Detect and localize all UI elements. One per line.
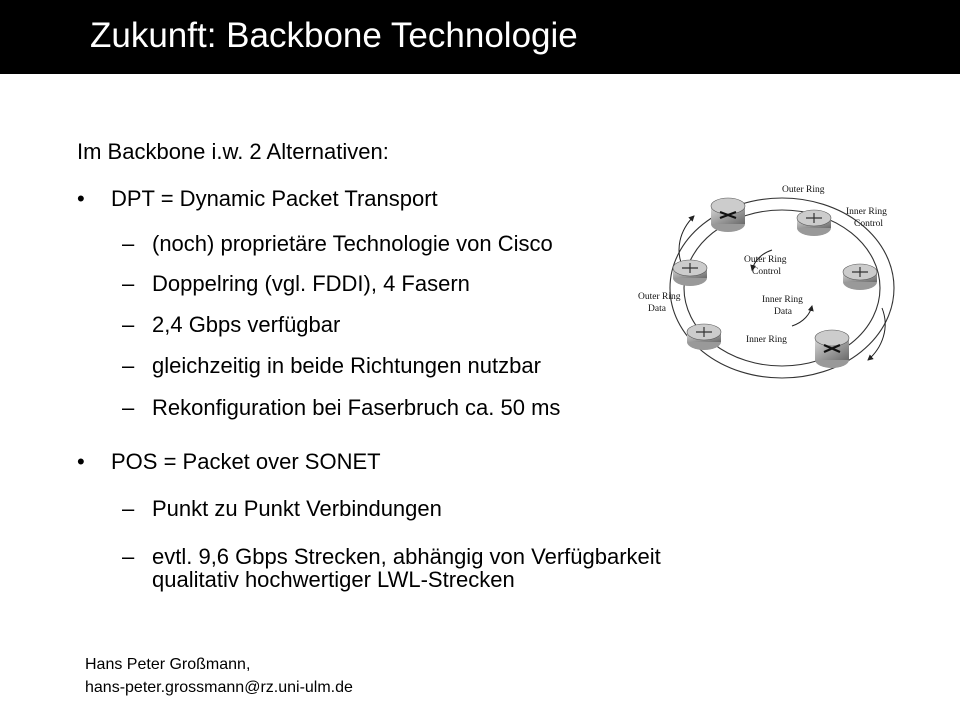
slide-title: Zukunft: Backbone Technologie	[90, 16, 578, 55]
subitem-text: evtl. 9,6 Gbps Strecken, abhängig von Verfügbarkeit	[152, 544, 661, 569]
intro-text: Im Backbone i.w. 2 Alternativen:	[77, 139, 389, 164]
footer-email: hans-peter.grossmann@rz.uni-ulm.de	[85, 679, 353, 696]
dash: –	[122, 271, 135, 296]
label-outer-ring-control: Outer Ring	[744, 255, 787, 265]
label-outer-ring-control-2: Control	[752, 267, 782, 277]
data-arrow-icon	[792, 306, 812, 326]
subitem-text: Punkt zu Punkt Verbindungen	[152, 496, 442, 521]
router-icon	[687, 324, 721, 350]
dash: –	[122, 496, 135, 521]
subitem-text: (noch) proprietäre Technologie von Cisco	[152, 231, 553, 256]
subitem-text: Doppelring (vgl. FDDI), 4 Fasern	[152, 271, 470, 296]
subitem-text: 2,4 Gbps verfügbar	[152, 312, 341, 337]
label-outer-ring-data: Outer Ring	[638, 292, 681, 302]
router-icon	[843, 264, 877, 290]
dpt-ring-diagram	[632, 178, 912, 396]
router-icon	[673, 260, 707, 286]
label-outer-ring-data-2: Data	[648, 304, 666, 314]
footer-author: Hans Peter Großmann,	[85, 656, 251, 673]
dash: –	[122, 353, 135, 378]
router-icon	[711, 198, 745, 232]
router-icon	[797, 210, 831, 236]
footer	[85, 653, 353, 699]
dash: –	[122, 544, 135, 569]
bullet-symbol: •	[77, 186, 85, 211]
label-outer-ring: Outer Ring	[782, 185, 825, 195]
label-inner-ring-data-2: Data	[774, 307, 792, 317]
label-inner-ring-control: Inner Ring	[846, 207, 887, 217]
label-inner-ring: Inner Ring	[746, 335, 787, 345]
dash: –	[122, 231, 135, 256]
label-inner-ring-control-2: Control	[854, 219, 884, 229]
subitem-text: gleichzeitig in beide Richtungen nutzbar	[152, 353, 541, 378]
subitem-text: Rekonfiguration bei Faserbruch ca. 50 ms	[152, 395, 561, 420]
title-bar	[0, 0, 960, 74]
dash: –	[122, 395, 135, 420]
subitem-text-continued: qualitativ hochwertiger LWL-Strecken	[152, 567, 515, 592]
bullet-symbol: •	[77, 449, 85, 474]
bullet-text: POS = Packet over SONET	[111, 449, 381, 474]
dash: –	[122, 312, 135, 337]
inner-ring-arrow-icon	[868, 308, 885, 360]
router-icon	[815, 330, 849, 368]
bullet-text: DPT = Dynamic Packet Transport	[111, 186, 438, 211]
label-inner-ring-data: Inner Ring	[762, 295, 803, 305]
